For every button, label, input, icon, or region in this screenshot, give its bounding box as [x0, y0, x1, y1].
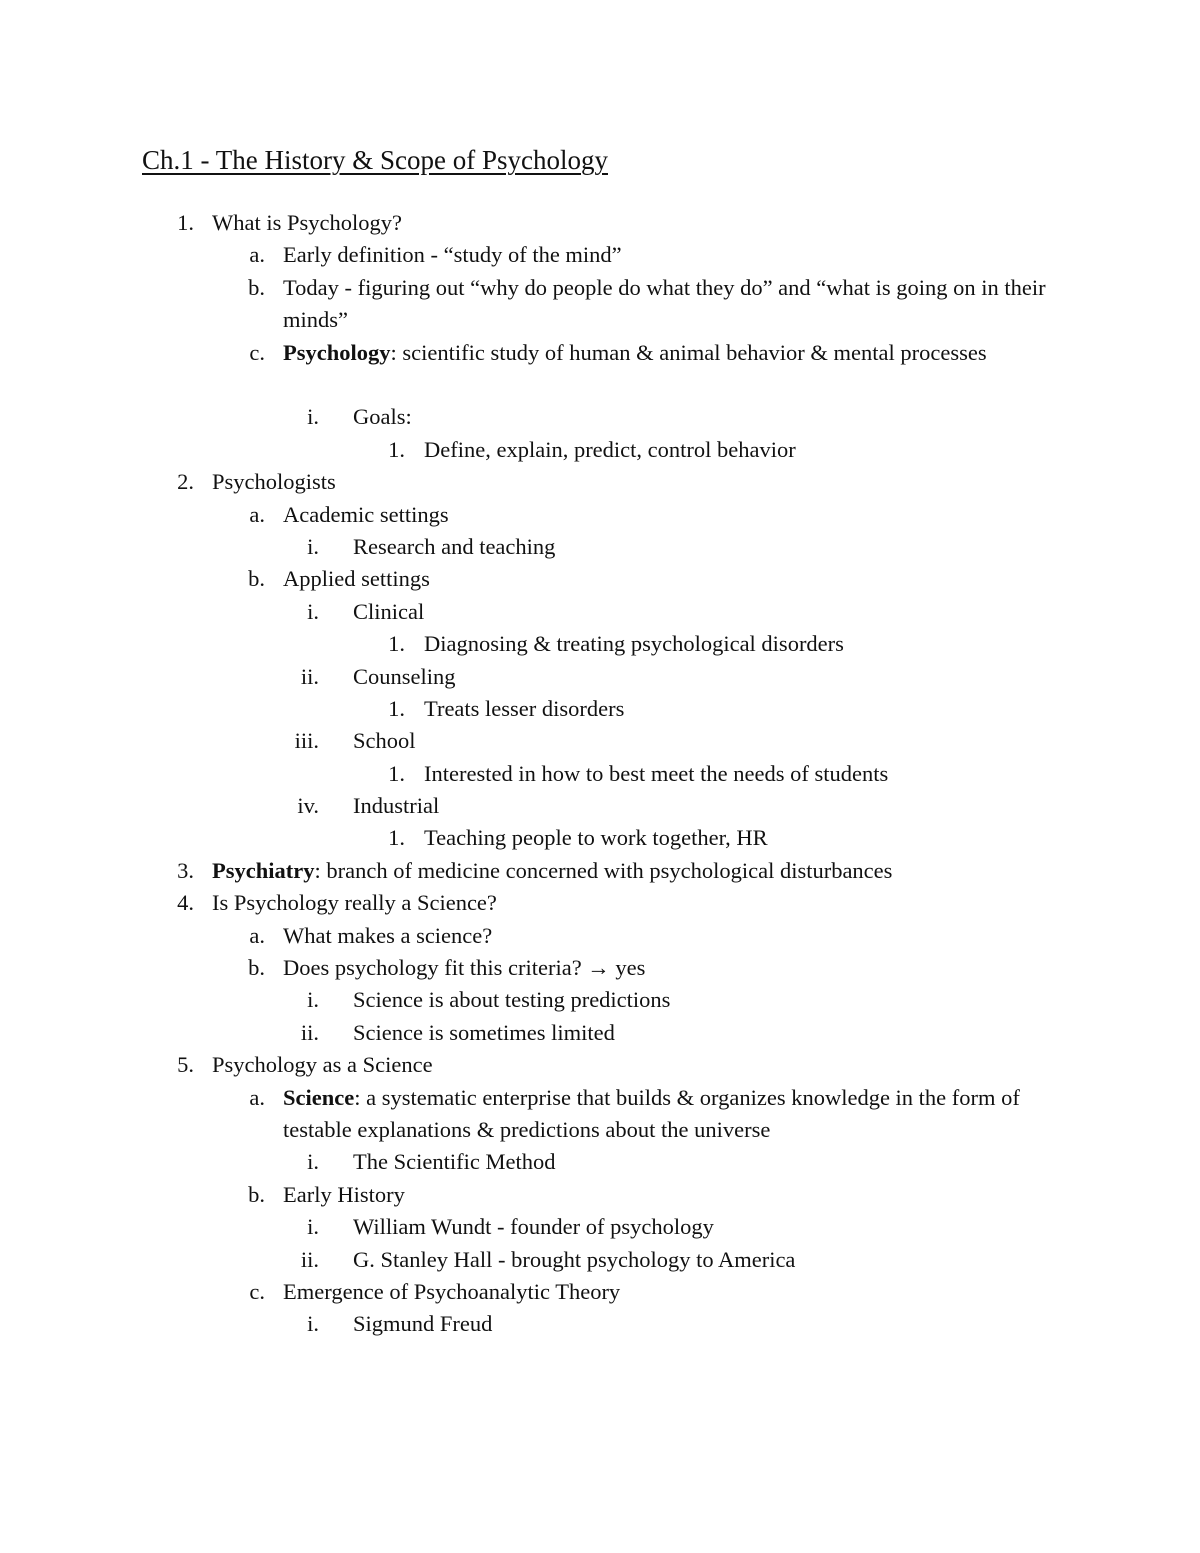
list-marker: i.	[307, 598, 319, 624]
list-marker: b.	[248, 955, 265, 981]
list-item	[0, 822, 1200, 854]
list-item-text: What is Psychology?	[212, 210, 402, 235]
list-marker: iv.	[297, 793, 319, 819]
list-item	[0, 499, 1200, 531]
list-marker: ii.	[300, 1019, 319, 1045]
list-marker: i.	[307, 1311, 319, 1337]
list-item-text: Treats lesser disorders	[424, 695, 625, 721]
list-item	[0, 1017, 1200, 1049]
list-item	[0, 207, 1200, 239]
list-item-text: Early definition - “study of the mind”	[283, 242, 622, 268]
list-marker: i.	[307, 533, 319, 559]
list-item-text: Diagnosing & treating psychological disorders	[424, 631, 844, 657]
list-item	[0, 1211, 1200, 1243]
list-item-text: Applied settings	[283, 566, 430, 592]
list-marker: a.	[249, 242, 265, 268]
list-marker: 1.	[388, 695, 405, 721]
list-item	[0, 952, 1200, 984]
list-item-text	[212, 855, 892, 887]
list-item	[0, 661, 1200, 693]
page-title: Ch.1 - The History & Scope of Psychology	[142, 145, 608, 175]
list-item	[0, 1082, 1200, 1147]
list-marker: b.	[248, 1181, 265, 1207]
list-marker: 1.	[177, 210, 194, 235]
list-item-text: Research and teaching	[353, 533, 556, 559]
list-item-text: Industrial	[353, 793, 440, 819]
list-item	[0, 628, 1200, 660]
list-item	[0, 434, 1200, 466]
list-marker: a.	[249, 922, 265, 948]
list-item-text: Does psychology fit this criteria? → yes	[283, 955, 646, 981]
list-marker: 3.	[177, 857, 194, 883]
list-item-text: Sigmund Freud	[353, 1311, 493, 1337]
list-item-text: Early History	[283, 1181, 405, 1207]
list-item	[0, 920, 1200, 952]
outline-list	[0, 207, 1200, 1341]
defined-term: Psychiatry	[212, 857, 315, 883]
list-item-text: G. Stanley Hall - brought psychology to America	[353, 1246, 796, 1272]
list-item	[0, 1276, 1200, 1308]
list-marker: c.	[249, 339, 265, 365]
list-item-text: Goals:	[353, 404, 412, 430]
list-item	[0, 1146, 1200, 1178]
list-marker: 1.	[388, 631, 405, 657]
list-marker: 1.	[388, 825, 405, 851]
list-marker: i.	[307, 404, 319, 430]
list-item-text: Is Psychology really a Science?	[212, 890, 497, 916]
list-item-text: Today - figuring out “why do people do what they do” and “what is going on in their minds”	[283, 274, 1046, 333]
list-item-text: Define, explain, predict, control behavior	[424, 436, 796, 462]
list-item-text: Science is sometimes limited	[353, 1019, 615, 1045]
list-item-text: Academic settings	[283, 501, 449, 527]
list-item	[0, 272, 1200, 337]
list-marker: 4.	[177, 890, 194, 916]
list-item-text: Science is about testing predictions	[353, 987, 671, 1013]
list-marker: 5.	[177, 1052, 194, 1078]
list-marker: i.	[307, 987, 319, 1013]
list-marker: i.	[307, 1149, 319, 1175]
list-item	[0, 725, 1200, 757]
list-marker: 1.	[388, 436, 405, 462]
list-item	[0, 855, 1200, 887]
list-item	[0, 563, 1200, 595]
definition-text: : a systematic enterprise that builds & organizes knowledge in the form of testable explanations & predictions about the universe	[283, 1084, 1020, 1142]
list-item	[0, 596, 1200, 628]
list-item	[0, 887, 1200, 919]
list-item	[0, 239, 1200, 271]
list-marker: i.	[307, 1214, 319, 1240]
list-item	[0, 531, 1200, 563]
list-item-text	[283, 337, 1073, 369]
list-item-text: Psychologists	[212, 469, 336, 495]
list-marker: 2.	[177, 469, 194, 495]
list-marker: c.	[249, 1278, 265, 1304]
list-item-text: The Scientific Method	[353, 1149, 556, 1175]
list-item-text: William Wundt - founder of psychology	[353, 1214, 714, 1240]
list-item	[0, 758, 1200, 790]
list-marker: ii.	[300, 663, 319, 689]
list-item	[0, 790, 1200, 822]
definition-text: : branch of medicine concerned with psychological disturbances	[314, 857, 893, 883]
defined-term: Science	[283, 1084, 355, 1110]
definition-text: : scientific study of human & animal behavior & mental processes	[390, 339, 987, 365]
list-item	[0, 1049, 1200, 1081]
list-marker: iii.	[294, 728, 319, 754]
list-item-text	[283, 1082, 1073, 1147]
list-marker: b.	[248, 274, 265, 300]
list-marker: ii.	[300, 1246, 319, 1272]
defined-term: Psychology	[283, 339, 391, 365]
list-item	[0, 693, 1200, 725]
list-item-text: Counseling	[353, 663, 456, 689]
list-marker: a.	[249, 501, 265, 527]
list-item-text: Emergence of Psychoanalytic Theory	[283, 1278, 621, 1304]
list-item-text: Teaching people to work together, HR	[424, 825, 768, 851]
list-item	[0, 1308, 1200, 1340]
list-item-text: Interested in how to best meet the needs of students	[424, 760, 889, 786]
list-item	[0, 1179, 1200, 1211]
list-item-text: Psychology as a Science	[212, 1052, 433, 1078]
list-item	[0, 337, 1200, 402]
list-item	[0, 466, 1200, 498]
list-item-text: School	[353, 728, 416, 754]
list-marker: a.	[249, 1084, 265, 1110]
list-item	[0, 984, 1200, 1016]
list-marker: 1.	[388, 760, 405, 786]
list-item-text: What makes a science?	[283, 922, 493, 948]
list-item	[0, 401, 1200, 433]
list-marker: b.	[248, 566, 265, 592]
list-item	[0, 1244, 1200, 1276]
list-item-text: Clinical	[353, 598, 425, 624]
